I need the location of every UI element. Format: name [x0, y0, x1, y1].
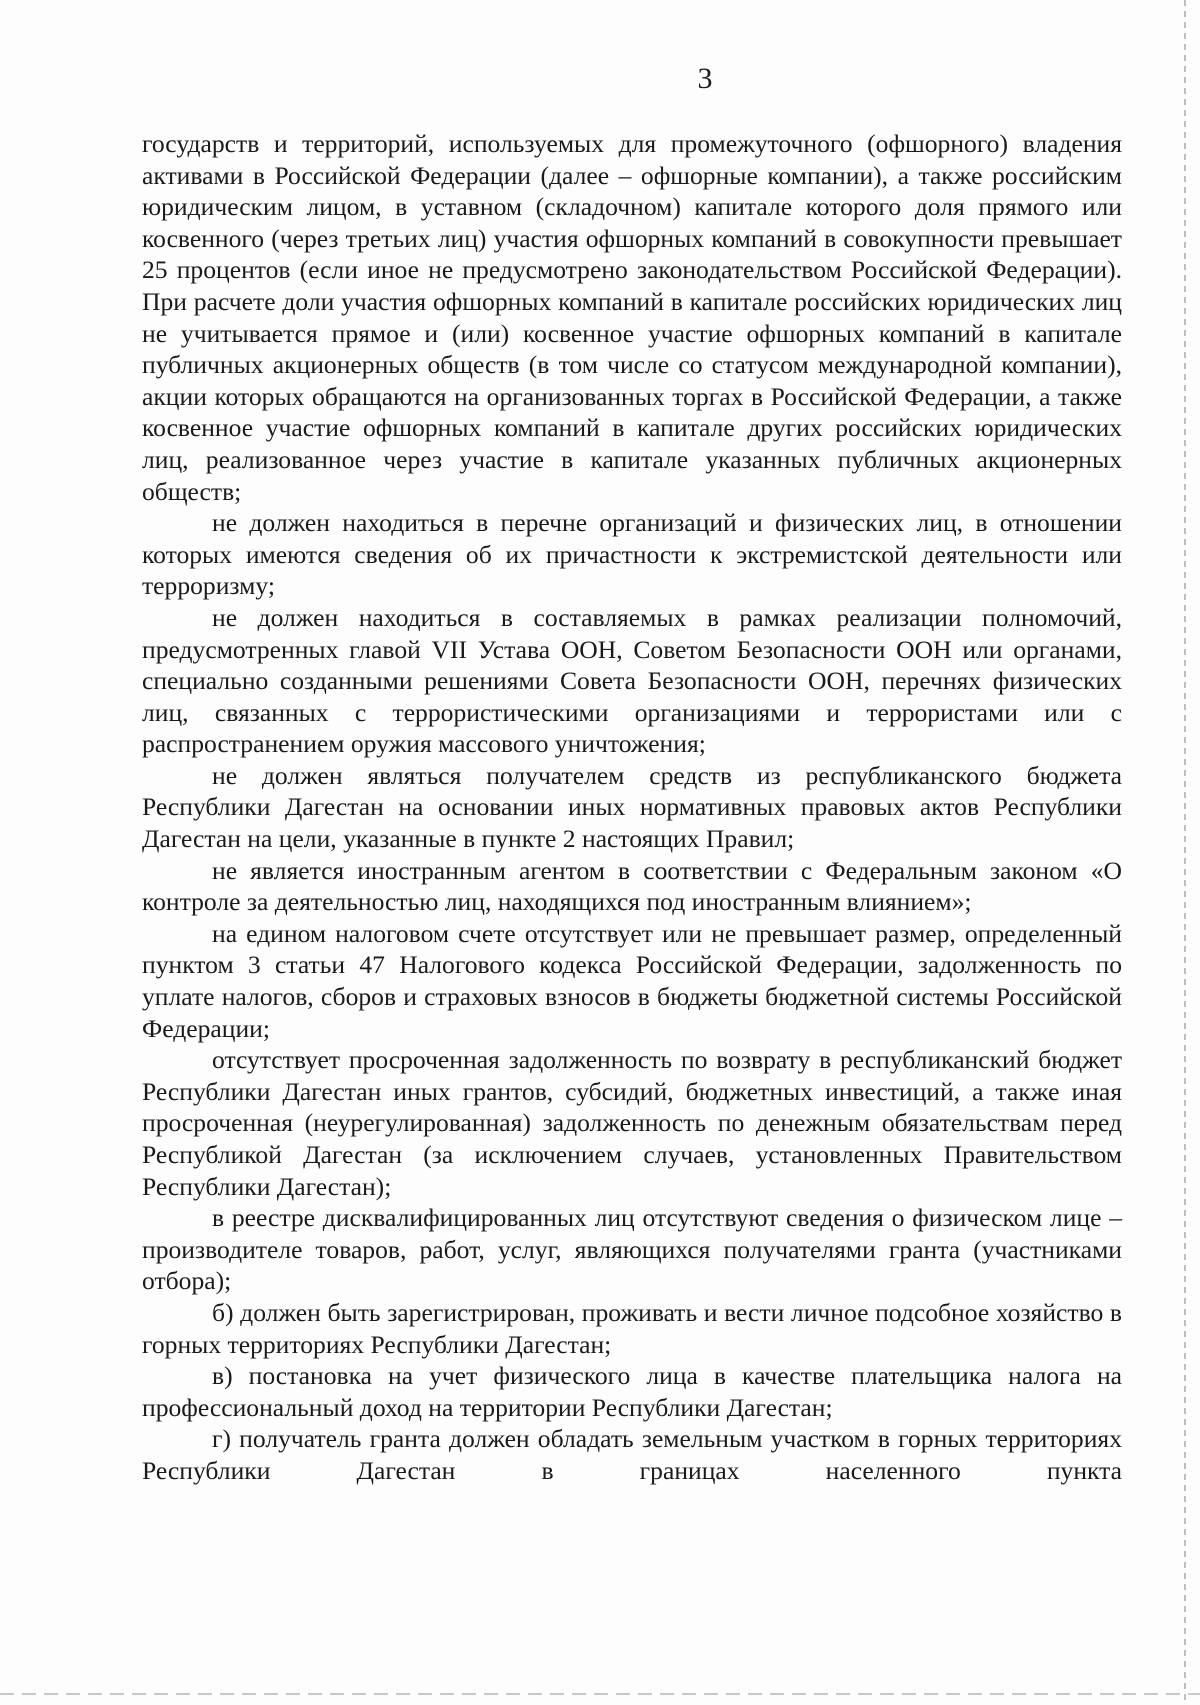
paragraph-v-tax-registration: в) постановка на учет физического лица в качестве плательщика налога на профессиональный доход на территории Республики Дагестан; [142, 1361, 1122, 1422]
paragraph-foreign-agent: не является иностранным агентом в соответствии с Федеральным законом «О контроле за деятельностью лиц, находящихся под иностранным влиянием»; [142, 855, 1122, 917]
paragraph-un-lists: не должен находиться в составляемых в рамках реализации полномочий, предусмотренных главой VII Устава ООН, Советом Безопасности ООН или органами, специально созданными решениями Совета Безопасности ООН, перечнях физических лиц, связанных с террористическими организациями и террористами или с распространением оружия массового уничтожения; [142, 602, 1122, 759]
scan-edge-right [1184, 0, 1186, 1705]
page-number: 3 [697, 62, 713, 95]
paragraph-overdue-debt: отсутствует просроченная задолженность по возврату в республиканский бюджет Республики Дагестан иных грантов, субсидий, бюджетных инвестиций, а также иная просроченная (неурегулированная) задолженность по денежным обязательствам перед Республикой Дагестан (за исключением случаев, установленных Правительством Республики Дагестан); [142, 1045, 1122, 1201]
paragraph-tax-debt: на едином налоговом счете отсутствует или не превышает размер, определенный пунктом 3 статьи 47 Налогового кодекса Российской Федерации, задолженность по уплате налогов, сборов и страховых взносов в бюджеты бюджетной системы Российской Федерации; [142, 918, 1122, 1043]
scan-edge-bottom [0, 1693, 1200, 1695]
paragraph-b-registration: б) должен быть зарегистрирован, проживать и вести личное подсобное хозяйство в горных территориях Республики Дагестан; [142, 1297, 1122, 1359]
paragraph-g-land-plot: г) получатель гранта должен обладать земельным участком в горных территориях Республики Дагестан в границах населенного пункта [142, 1424, 1122, 1485]
document-body [142, 128, 1122, 1487]
paragraph-offshore: государств и территорий, используемых для промежуточного (офшорного) владения активами в Российской Федерации (далее – офшорные компании), а также российским юридическим лицом, в уставном (складочном) капитале которого доля прямого или косвенного (через третьих лиц) участия офшорных компаний в совокупности превышает 25 процентов (если иное не предусмотрено законодательством Российской Федерации). При расчете доли участия офшорных компаний в капитале российских юридических лиц не учитывается прямое и (или) косвенное участие офшорных компаний в капитале публичных акционерных обществ (в том числе со статусом международной компании), акции которых обращаются на организованных торгах в Российской Федерации, а также косвенное участие офшорных компаний в капитале других российских юридических лиц, реализованное через участие в капитале указанных публичных акционерных обществ; [142, 129, 1122, 506]
paragraph-other-budget-funds: не должен являться получателем средств из республиканского бюджета Республики Дагестан на основании иных нормативных правовых актов Республики Дагестан на цели, указанные в пункте 2 настоящих Правил; [142, 760, 1122, 854]
paragraph-extremism-list: не должен находиться в перечне организаций и физических лиц, в отношении которых имеются сведения об их причастности к экстремистской деятельности или терроризму; [142, 508, 1122, 601]
paragraph-disqualified-registry: в реестре дисквалифицированных лиц отсутствуют сведения о физическом лице – производителе товаров, работ, услуг, являющихся получателями гранта (участниками отбора); [142, 1203, 1122, 1296]
